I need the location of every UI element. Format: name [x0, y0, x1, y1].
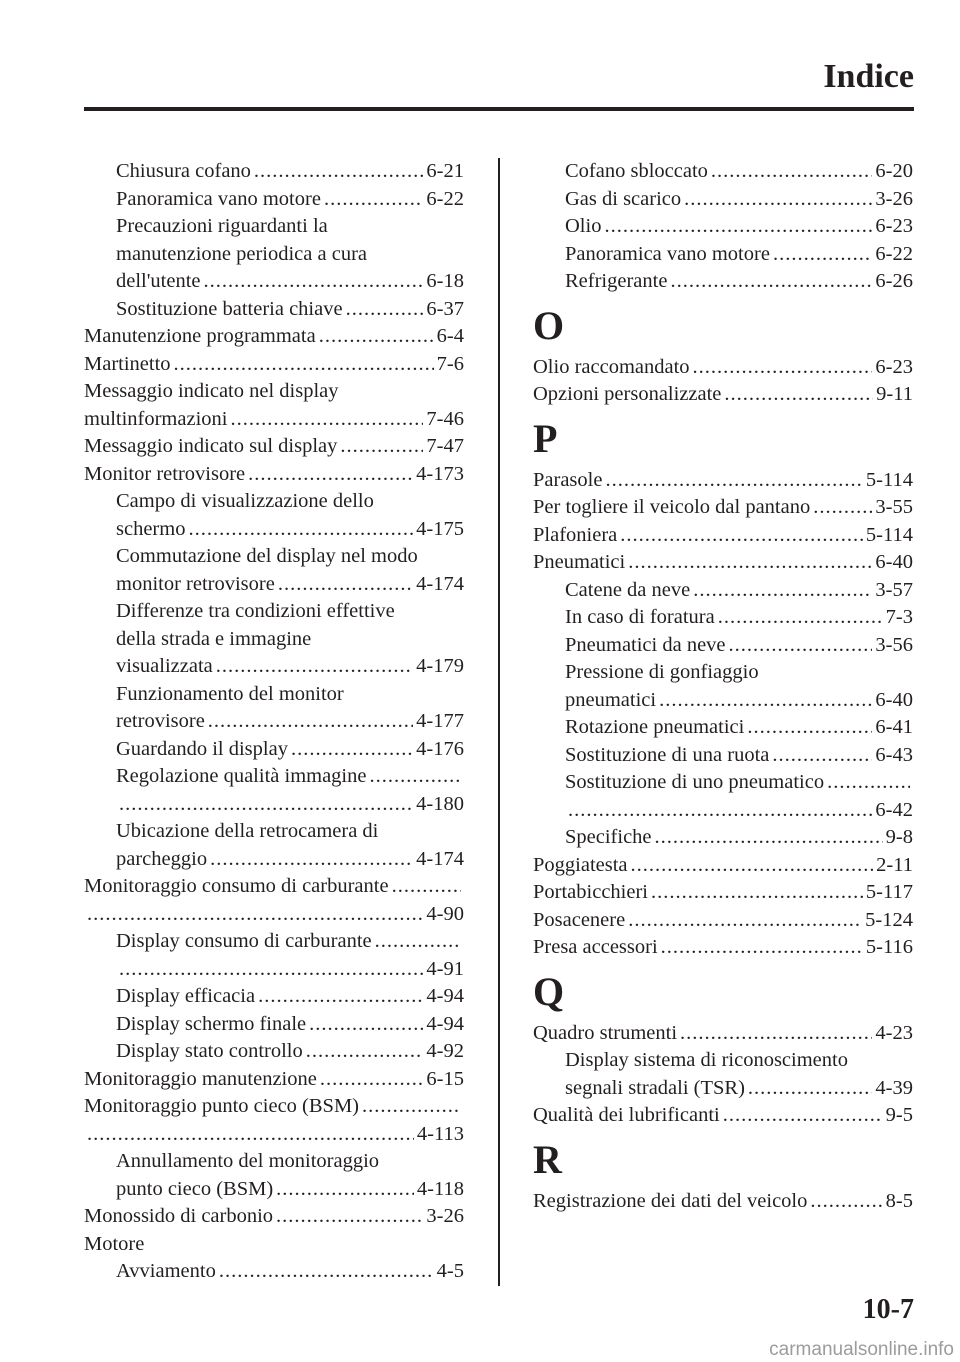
- index-entry: [84, 213, 464, 241]
- index-entry-text: Campo di visualizzazione dello: [116, 490, 374, 512]
- index-entry-page: 6-37: [426, 297, 464, 320]
- dot-leader: [309, 1011, 423, 1039]
- index-entry-text: Registrazione dei dati del veicolo: [533, 1189, 808, 1212]
- index-entry-text: Catene da neve: [565, 578, 691, 601]
- index-entry: [533, 852, 913, 880]
- dot-leader: [693, 577, 872, 605]
- index-entry: [84, 626, 464, 654]
- index-entry: [84, 378, 464, 406]
- index-entry-text: Pneumatici: [533, 551, 626, 573]
- index-entry: [533, 213, 913, 241]
- index-entry: [84, 708, 464, 736]
- dot-leader: [188, 516, 413, 544]
- index-entry: [84, 1258, 464, 1286]
- index-entry-page: 5-124: [865, 908, 913, 931]
- dot-leader: [723, 1102, 883, 1130]
- dot-leader: [208, 708, 413, 736]
- index-entry: [533, 687, 913, 715]
- dot-leader: [773, 241, 872, 269]
- dot-leader: [375, 928, 461, 956]
- index-entry-text: Display schermo finale: [116, 1012, 307, 1035]
- index-entry: [84, 1093, 464, 1121]
- index-entry-page: 4-118: [416, 1177, 464, 1200]
- index-entry: [533, 549, 913, 577]
- index-entry: [84, 653, 464, 681]
- dot-leader: [718, 604, 883, 632]
- index-entry: [533, 797, 913, 825]
- index-entry: [533, 769, 913, 797]
- index-entry: [84, 1121, 464, 1149]
- index-entry-text: Ubicazione della retrocamera di: [116, 820, 379, 842]
- index-entry-page: 7-46: [426, 407, 464, 430]
- index-entry: [84, 158, 464, 186]
- index-entry-page: 4-180: [416, 792, 464, 815]
- column-divider: [498, 158, 500, 1286]
- index-entry: [84, 598, 464, 626]
- index-entry-text: pneumatici: [565, 688, 657, 711]
- dot-leader: [680, 1020, 872, 1048]
- index-entry-page: 4-94: [426, 985, 464, 1007]
- index-entry-text: Pneumatici da neve: [565, 633, 726, 656]
- index-entry-text: Specifiche: [565, 826, 652, 848]
- index-entry-page: 6-22: [875, 242, 913, 265]
- index-entry-page: 4-23: [875, 1021, 913, 1044]
- index-entry-text: Avviamento: [116, 1260, 216, 1282]
- index-entry: [84, 1038, 464, 1066]
- index-entry-text: Martinetto: [84, 352, 171, 375]
- index-entry: [533, 907, 913, 935]
- index-entry-text: Precauzioni riguardanti la: [116, 215, 328, 237]
- dot-leader: [604, 213, 872, 241]
- index-entry-page: 6-42: [875, 798, 913, 821]
- index-entry: [84, 516, 464, 544]
- index-entry-page: 6-23: [875, 215, 913, 237]
- index-entry: [533, 1075, 913, 1103]
- index-entry-page: 3-26: [426, 1205, 464, 1227]
- index-entry: [84, 351, 464, 379]
- index-entry-text: monitor retrovisore: [116, 572, 275, 595]
- dot-leader: [724, 381, 873, 409]
- dot-leader: [813, 494, 872, 522]
- dot-leader: [87, 1121, 414, 1149]
- index-entry: [84, 1148, 464, 1176]
- index-entry-text: Display consumo di carburante: [116, 930, 372, 952]
- index-entry: [533, 1047, 913, 1075]
- dot-leader: [684, 186, 872, 214]
- dot-leader: [772, 742, 872, 770]
- index-entry-text: della strada e immagine: [116, 627, 312, 650]
- dot-leader: [693, 354, 873, 382]
- index-entry-page: 6-41: [875, 716, 913, 738]
- index-entry: [84, 1231, 464, 1259]
- dot-leader: [340, 433, 423, 461]
- index-entry: [84, 983, 464, 1011]
- index-entry-page: 6-20: [875, 160, 913, 182]
- dot-leader: [324, 186, 423, 214]
- dot-leader: [87, 901, 423, 929]
- index-section-letter: R: [533, 1136, 562, 1182]
- index-entry: [84, 433, 464, 461]
- index-entry-text: Monitor retrovisore: [84, 462, 246, 485]
- index-entry: [84, 186, 464, 214]
- index-entry-page: 4-179: [416, 655, 464, 677]
- index-entry-page: 4-5: [436, 1260, 464, 1282]
- dot-leader: [711, 158, 873, 186]
- index-entry-text: Olio: [565, 215, 602, 237]
- index-entry: [533, 879, 913, 907]
- dot-leader: [655, 824, 883, 852]
- index-entry-text: Chiusura cofano: [116, 160, 251, 182]
- index-entry-page: 3-55: [875, 496, 913, 518]
- index-entry: [533, 186, 913, 214]
- index-entry: [84, 818, 464, 846]
- index-entry-text: Refrigerante: [565, 270, 668, 292]
- index-entry: [84, 571, 464, 599]
- index-entry-text: Monitoraggio consumo di carburante: [84, 875, 389, 897]
- index-entry-page: 4-91: [426, 957, 464, 980]
- index-entry: [84, 241, 464, 269]
- index-entry-text: Manutenzione programmata: [84, 325, 316, 347]
- index-entry: [533, 604, 913, 632]
- dot-leader: [219, 1258, 434, 1286]
- dot-leader: [651, 879, 863, 907]
- index-entry-text: Plafoniera: [533, 523, 618, 546]
- index-entry-text: Posacenere: [533, 908, 626, 931]
- index-entry-page: 8-5: [885, 1189, 913, 1212]
- index-entry: [84, 956, 464, 984]
- index-entry-text: schermo: [116, 517, 186, 540]
- index-entry-text: segnali stradali (TSR): [565, 1076, 745, 1099]
- dot-leader: [278, 571, 413, 599]
- index-entry-text: Sostituzione batteria chiave: [116, 297, 343, 320]
- index-entry-text: Funzionamento del monitor: [116, 682, 344, 705]
- index-entry-page: 3-56: [875, 633, 913, 656]
- index-entry-text: retrovisore: [116, 710, 205, 732]
- index-entry: [533, 742, 913, 770]
- dot-leader: [369, 763, 461, 791]
- index-entry-text: Regolazione qualità immagine: [116, 765, 367, 787]
- index-entry: [533, 934, 913, 962]
- index-entry-text: dell'utente: [116, 270, 201, 292]
- index-entry: [533, 381, 913, 409]
- index-entry-page: 4-173: [416, 462, 464, 485]
- index-entry: [84, 846, 464, 874]
- index-entry-page: 4-177: [416, 710, 464, 732]
- index-entry: [84, 1066, 464, 1094]
- index-entry-text: Sostituzione di una ruota: [565, 743, 770, 766]
- page-title: Indice: [823, 58, 914, 95]
- index-entry: [533, 824, 913, 852]
- index-entry-page: 7-47: [426, 435, 464, 457]
- index-entry-page: 4-176: [416, 737, 464, 760]
- index-entry: [84, 763, 464, 791]
- index-entry-page: 5-114: [865, 523, 913, 546]
- index-entry-page: 4-39: [875, 1076, 913, 1099]
- index-entry-page: 3-26: [875, 187, 913, 210]
- index-entry-text: Panoramica vano motore: [565, 242, 770, 265]
- index-entry-page: 6-26: [875, 270, 913, 292]
- index-entry-page: 6-43: [875, 743, 913, 766]
- dot-leader: [216, 653, 413, 681]
- index-entry: [84, 928, 464, 956]
- index-entry: [533, 1020, 913, 1048]
- index-column-left: [84, 158, 464, 1286]
- dot-leader: [362, 1093, 461, 1121]
- page-number: 10-7: [862, 1294, 914, 1325]
- index-entry: [84, 488, 464, 516]
- dot-leader: [320, 1066, 424, 1094]
- index-entry-text: parcheggio: [116, 847, 208, 870]
- index-entry-page: 9-8: [885, 826, 913, 848]
- dot-leader: [661, 934, 863, 962]
- index-entry-text: manutenzione periodica a cura: [116, 242, 367, 265]
- index-entry-text: Display efficacia: [116, 985, 256, 1007]
- index-entry: [84, 461, 464, 489]
- index-entry-text: Olio raccomandato: [533, 355, 690, 378]
- watermark: carmanualsonline.info: [769, 1339, 954, 1360]
- index-entry-page: 6-23: [875, 355, 913, 378]
- index-entry: [533, 714, 913, 742]
- index-entry-text: Messaggio indicato sul display: [84, 435, 338, 457]
- dot-leader: [620, 522, 863, 550]
- index-entry: [84, 1011, 464, 1039]
- dot-leader: [605, 467, 862, 495]
- index-entry-page: 9-5: [885, 1104, 913, 1126]
- dot-leader: [659, 687, 872, 715]
- index-entry-text: Monitoraggio punto cieco (BSM): [84, 1095, 360, 1117]
- index-entry-text: Display stato controllo: [116, 1040, 303, 1062]
- index-entry-text: Pressione di gonfiaggio: [565, 661, 759, 683]
- index-entry: [84, 901, 464, 929]
- index-column-right: [533, 158, 913, 1215]
- dot-leader: [729, 632, 873, 660]
- dot-leader: [248, 461, 413, 489]
- index-entry-text: Commutazione del display nel modo: [116, 545, 418, 567]
- index-entry: [533, 467, 913, 495]
- index-entry-page: 4-94: [426, 1012, 464, 1035]
- index-entry: [533, 241, 913, 269]
- index-entry-page: 4-175: [416, 517, 464, 540]
- index-entry-text: Parasole: [533, 468, 603, 491]
- index-entry-text: Quadro strumenti: [533, 1021, 678, 1044]
- index-entry: [533, 354, 913, 382]
- dot-leader: [230, 406, 423, 434]
- index-entry: [533, 522, 913, 550]
- index-entry: [84, 681, 464, 709]
- index-entry-text: Per togliere il veicolo dal pantano: [533, 496, 811, 518]
- index-entry-page: 6-40: [875, 551, 913, 573]
- index-entry: [84, 1176, 464, 1204]
- index-entry-text: In caso di foratura: [565, 606, 715, 628]
- dot-leader: [810, 1188, 882, 1216]
- dot-leader: [276, 1203, 423, 1231]
- index-entry-text: Display sistema di riconoscimento: [565, 1049, 848, 1071]
- index-section-letter: P: [533, 415, 558, 461]
- dot-leader: [119, 956, 423, 984]
- dot-leader: [670, 268, 872, 296]
- dot-leader: [346, 296, 424, 324]
- index-entry: [84, 543, 464, 571]
- index-entry: [533, 158, 913, 186]
- index-entry-text: multinformazioni: [84, 407, 228, 430]
- index-entry: [84, 406, 464, 434]
- index-entry-text: Poggiatesta: [533, 853, 628, 876]
- index-entry-page: 4-113: [416, 1122, 464, 1145]
- dot-leader: [568, 797, 872, 825]
- index-entry-page: 7-6: [436, 352, 464, 375]
- index-entry-text: Opzioni personalizzate: [533, 383, 722, 405]
- index-entry: [84, 1203, 464, 1231]
- index-entry-page: 6-4: [436, 325, 464, 347]
- index-entry-text: Guardando il display: [116, 737, 288, 760]
- index-entry: [533, 1188, 913, 1216]
- index-entry-text: Panoramica vano motore: [116, 187, 321, 210]
- index-entry-text: Monitoraggio manutenzione: [84, 1067, 317, 1090]
- index-entry-text: Presa accessori: [533, 936, 658, 958]
- dot-leader: [747, 714, 872, 742]
- index-entry: [84, 791, 464, 819]
- index-section-letter: O: [533, 302, 565, 348]
- index-entry: [84, 736, 464, 764]
- dot-leader: [174, 351, 434, 379]
- index-entry-text: Rotazione pneumatici: [565, 716, 745, 738]
- dot-leader: [204, 268, 424, 296]
- dot-leader: [291, 736, 413, 764]
- index-entry-text: Annullamento del monitoraggio: [116, 1150, 380, 1172]
- header-rule: [84, 107, 914, 111]
- index-entry-page: 3-57: [875, 578, 913, 601]
- dot-leader: [254, 158, 424, 186]
- index-entry: [84, 296, 464, 324]
- index-entry-page: 2-11: [876, 853, 913, 876]
- index-entry-text: Portabicchieri: [533, 881, 648, 903]
- dot-leader: [119, 791, 413, 819]
- index-entry: [533, 659, 913, 687]
- index-entry-text: Differenze tra condizioni effettive: [116, 600, 395, 622]
- index-entry-text: punto cieco (BSM): [116, 1177, 274, 1200]
- index-entry: [533, 494, 913, 522]
- dot-leader: [306, 1038, 424, 1066]
- dot-leader: [392, 873, 461, 901]
- index-entry-page: 4-92: [426, 1040, 464, 1062]
- index-entry-page: 6-15: [426, 1067, 464, 1090]
- index-entry: [84, 268, 464, 296]
- index-entry-text: Messaggio indicato nel display: [84, 380, 339, 402]
- dot-leader: [748, 1075, 873, 1103]
- dot-leader: [319, 323, 434, 351]
- index-entry-text: Monossido di carbonio: [84, 1205, 274, 1227]
- index-entry-page: 7-3: [885, 606, 913, 628]
- index-entry-page: 6-21: [426, 160, 464, 182]
- index-section-letter: Q: [533, 968, 565, 1014]
- index-entry-page: 5-116: [865, 936, 913, 958]
- index-entry-text: Motore: [84, 1232, 145, 1255]
- dot-leader: [258, 983, 423, 1011]
- index-entry-page: 4-174: [416, 847, 464, 870]
- index-entry-text: Qualità dei lubrificanti: [533, 1104, 720, 1126]
- index-entry-text: Sostituzione di uno pneumatico: [565, 771, 825, 793]
- index-entry-page: 9-11: [876, 383, 913, 405]
- index-entry-text: visualizzata: [116, 655, 213, 677]
- index-entry: [533, 577, 913, 605]
- index-entry-page: 4-174: [416, 572, 464, 595]
- index-entry: [533, 1102, 913, 1130]
- dot-leader: [631, 852, 874, 880]
- dot-leader: [628, 549, 872, 577]
- dot-leader: [827, 769, 910, 797]
- index-entry-page: 6-22: [426, 187, 464, 210]
- dot-leader: [210, 846, 413, 874]
- index-entry: [84, 873, 464, 901]
- index-entry-page: 5-114: [865, 468, 913, 491]
- index-entry: [533, 632, 913, 660]
- index-entry-text: Cofano sbloccato: [565, 160, 708, 182]
- index-entry: [84, 323, 464, 351]
- index-entry-page: 6-40: [875, 688, 913, 711]
- index-entry-text: Gas di scarico: [565, 187, 682, 210]
- index-entry-page: 5-117: [865, 881, 913, 903]
- index-entry-page: 4-90: [426, 902, 464, 925]
- dot-leader: [628, 907, 862, 935]
- index-entry: [533, 268, 913, 296]
- index-entry-page: 6-18: [426, 270, 464, 292]
- dot-leader: [276, 1176, 414, 1204]
